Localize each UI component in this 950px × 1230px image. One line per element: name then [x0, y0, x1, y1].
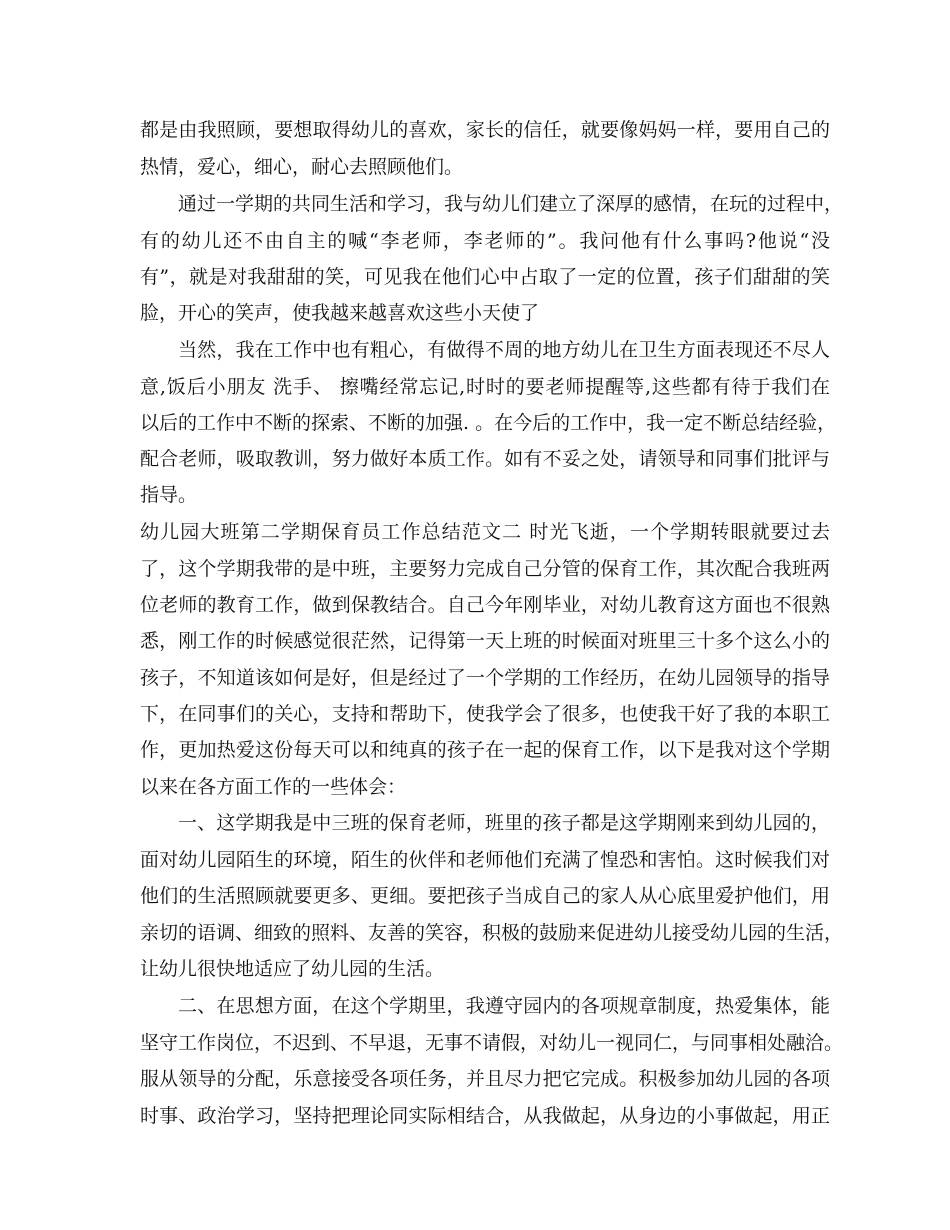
- text-line: 都是由我照顾，要想取得幼儿的喜欢，家长的信任，就要像妈妈一样，要用自己的: [140, 119, 830, 141]
- text-line: 指导。: [140, 484, 198, 506]
- text-line: 通过一学期的共同生活和学习，我与幼儿们建立了深厚的感情，在玩的过程中，: [178, 193, 844, 215]
- text-line: 悉，刚工作的时候感觉很茫然，记得第一天上班的时候面对班里三十多个这么小的: [140, 630, 830, 652]
- text-line: 时事、政治学习，坚持把理论同实际相结合，从我做起，从身边的小事做起，用正: [140, 1105, 830, 1127]
- text-line: 热情，爱心，细心，耐心去照顾他们。: [140, 156, 464, 178]
- text-line: 有”，就是对我甜甜的笑，可见我在他们心中占取了一定的位置，孩子们甜甜的笑: [140, 266, 830, 288]
- text-line: 配合老师，吸取教训，努力做好本质工作。如有不妥之处，请领导和同事们批评与: [140, 448, 830, 470]
- text-line: 面对幼儿园陌生的环境，陌生的伙伴和老师他们充满了惶恐和害怕。这时候我们对: [140, 849, 830, 871]
- text-line: 以来在各方面工作的一些体会：: [140, 776, 407, 798]
- text-line: 下，在同事们的关心，支持和帮助下，使我学会了很多，也使我干好了我的本职工: [140, 703, 830, 725]
- text-line: 当然，我在工作中也有粗心，有做得不周的地方幼儿在卫生方面表现还不尽人: [178, 339, 830, 361]
- text-line: 让幼儿很快地适应了幼儿园的生活。: [140, 958, 445, 980]
- text-line: 孩子，不知道该如何是好，但是经过了一个学期的工作经历，在幼儿园领导的指导: [140, 667, 830, 689]
- text-line: 他们的生活照顾就要更多、更细。要把孩子当成自己的家人从心底里爱护他们，用: [140, 885, 830, 907]
- text-line: 位老师的教育工作，做到保教结合。自己今年刚毕业，对幼儿教育这方面也不很熟: [140, 594, 830, 616]
- text-line: 二、在思想方面，在这个学期里，我遵守园内的各项规章制度，热爱集体，能: [178, 995, 830, 1017]
- text-line: 坚守工作岗位，不迟到、不早退，无事不请假，对幼儿一视同仁，与同事相处融洽。: [140, 1032, 844, 1054]
- text-line: 一、这学期我是中三班的保育老师，班里的孩子都是这学期刚来到幼儿园的，: [178, 812, 830, 834]
- text-line: 以后的工作中不断的探索、不断的加强. 。在今后的工作中，我一定不断总结经验，: [140, 412, 837, 434]
- text-line: 作，更加热爱这份每天可以和纯真的孩子在一起的保育工作，以下是我对这个学期: [140, 739, 830, 761]
- text-line: 幼儿园大班第二学期保育员工作总结范文二 时光飞逝，一个学期转眼就要过去: [140, 521, 830, 543]
- text-line: 意,饭后小朋友 洗手、 擦嘴经常忘记,时时的要老师提醒等,这些都有待于我们在: [140, 376, 830, 398]
- text-line: 有的幼儿还不由自主的喊“李老师，李老师的”。我问他有什么事吗?他说“没: [140, 230, 830, 252]
- text-line: 亲切的语调、细致的照料、友善的笑容，积极的鼓励来促进幼儿接受幼儿园的生活，: [140, 922, 844, 944]
- text-line: 脸，开心的笑声，使我越来越喜欢这些小天使了: [140, 302, 540, 324]
- text-line: 服从领导的分配，乐意接受各项任务，并且尽力把它完成。积极参加幼儿园的各项: [140, 1068, 830, 1090]
- text-line: 了，这个学期我带的是中班，主要努力完成自己分管的保育工作，其次配合我班两: [140, 558, 830, 580]
